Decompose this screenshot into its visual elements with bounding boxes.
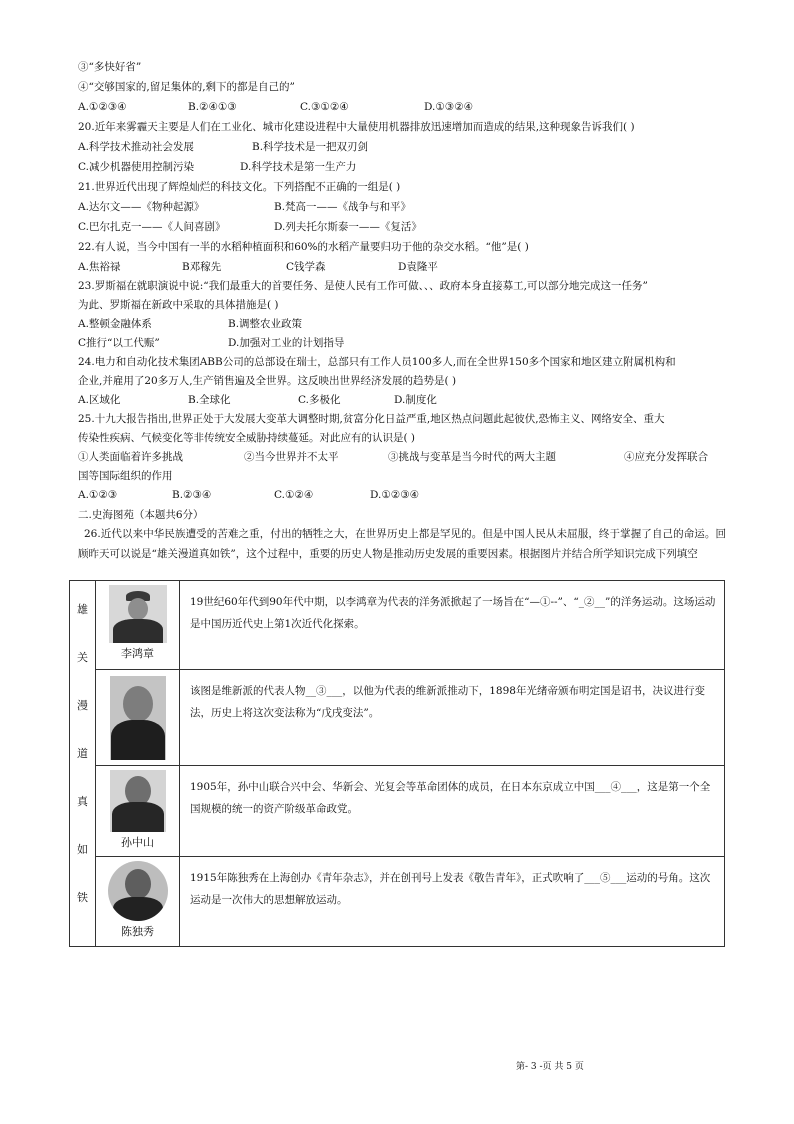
choice-b: B.全球化 [188, 394, 231, 406]
chen-duxiu-photo [108, 861, 168, 921]
choice-c: C.减少机器使用控制污染 [78, 161, 194, 173]
choice-b: B.②③④ [172, 489, 212, 501]
choice-b: B.科学技术是一把双刃剑 [252, 141, 369, 153]
q24-stem-1: 24.电力和自动化技术集团ABB公司的总部设在瑞士，总部只有工作人员100多人,而在全世界150多个国家和地区建立附属机构和 [78, 356, 676, 368]
history-figure-table [69, 580, 725, 947]
choice-d: D.①③②④ [424, 101, 474, 113]
q25-stem-2: 传染性疾病、气候变化等非传统安全威胁持续蔓延。对此应有的认识是( ) [78, 432, 416, 444]
choice-a: A.整顿金融体系 [78, 318, 152, 330]
choice-d: D.列夫托尔斯泰一——《复活》 [274, 221, 422, 233]
portrait-cell [96, 766, 180, 857]
choice-a: A.①②③④ [78, 101, 127, 113]
side-char: 道 [77, 747, 88, 760]
q24-choices [78, 393, 718, 407]
choice-c: C.③①②④ [300, 101, 349, 113]
side-char: 关 [77, 651, 88, 664]
row-text: 19世纪60年代到90年代中期，以李鸿章为代表的洋务派掀起了一场旨在“—①--”、“_②__”的洋务运动。这场运动是中国历近代史上第1次近代化探索。 [180, 581, 725, 670]
side-char: 漫 [77, 699, 88, 712]
choice-c: C推行“以工代赈” [78, 337, 160, 349]
q22-stem: 22.有人说，当今中国有一半的水稻种植面积和60%的水稻产量要归功于他的杂交水稻。“他”是( ) [78, 241, 529, 253]
q23-choices-2 [78, 336, 718, 350]
q25-item-1: ①人类面临着许多挑战 [78, 451, 183, 463]
row-text: 1915年陈独秀在上海创办《青年杂志》，并在创刊号上发表《敬告青年》，正式吹响了___⑤___运动的号角。这次运动是一次伟大的思想解放运动。 [180, 857, 725, 947]
q21-stem: 21.世界近代出现了辉煌灿烂的科技文化。下列搭配不正确的一组是( ) [78, 181, 401, 193]
choice-a: A.区域化 [78, 394, 121, 406]
choice-c: C.巴尔扎克一——《人间喜剧》 [78, 221, 226, 233]
portrait-cell [96, 670, 180, 766]
q23-stem-2: 为此、罗斯福在新政中采取的具体措施是( ) [78, 299, 279, 311]
choice-d: D袁隆平 [398, 261, 438, 273]
q21-choices-1 [78, 200, 718, 214]
choice-a: A.焦裕禄 [78, 261, 121, 273]
choice-a: A.达尔文——《物种起源》 [78, 201, 205, 213]
portrait-caption: 陈独秀 [121, 925, 154, 938]
choice-c: C钱学森 [286, 261, 326, 273]
side-char: 真 [77, 795, 88, 808]
q25-item-4-cont: 国等国际组织的作用 [78, 470, 173, 482]
choice-c: C.多极化 [298, 394, 341, 406]
kang-youwei-photo [110, 676, 166, 760]
choice-d: D.制度化 [394, 394, 437, 406]
q25-items [78, 450, 726, 464]
row-text: 该图是维新派的代表人物__③___，以他为代表的维新派推动下，1898年光绪帝颁布明定国是诏书，决议进行变法，历史上将这次变法称为“戊戌变法”。 [180, 670, 725, 766]
q25-item-3: ③挑战与变革是当今时代的两大主题 [388, 451, 556, 463]
q20-stem: 20.近年来雾霾天主要是人们在工业化、城市化建设进程中大量使用机器排放迅速增加而造成的结果,这种现象告诉我们( ) [78, 121, 635, 133]
portrait-caption: 李鸿章 [121, 647, 154, 660]
page-footer: 第- 3 -页 共 5 页 [516, 1062, 584, 1072]
sun-yat-sen-photo [110, 770, 166, 832]
row-text: 1905年，孙中山联合兴中会、华新会、光复会等革命团体的成员，在日本东京成立中国___④___，这是第一个全国规模的统一的资产阶级革命政党。 [180, 766, 725, 857]
q19-choices [78, 100, 718, 114]
q24-stem-2: 企业,并雇用了20多万人,生产销售遍及全世界。这反映出世界经济发展的趋势是( ) [78, 375, 457, 387]
side-char: 如 [77, 843, 88, 856]
side-char: 雄 [77, 603, 88, 616]
portrait-cell [96, 581, 180, 670]
q23-stem-1: 23.罗斯福在就职演说中说:“我们最重大的首要任务、是使人民有工作可做、、、政府本身直接募工,可以部分地完成这一任务” [78, 280, 648, 292]
q20-choices-2 [78, 160, 718, 174]
q22-choices [78, 260, 718, 274]
portrait-cell [96, 857, 180, 947]
choice-b: B邓稼先 [182, 261, 222, 273]
side-title-column [70, 581, 96, 947]
choice-a: A.科学技术推动社会发展 [78, 141, 194, 153]
side-char: 铁 [77, 891, 88, 904]
choice-b: B.调整农业政策 [228, 318, 303, 330]
q19-item-4: ④“交够国家的,留足集体的,剩下的都是自己的” [78, 81, 295, 93]
q25-stem-1: 25.十九大报告指出,世界正处于大发展大变革大调整时期,贫富分化日益严重,地区热点问题此起彼伏,恐怖主义、网络安全、重大 [78, 413, 665, 425]
q21-choices-2 [78, 220, 718, 234]
q20-choices-1 [78, 140, 718, 154]
q19-item-3: ③“多快好省” [78, 61, 142, 73]
choice-d: D.科学技术是第一生产力 [240, 161, 357, 173]
choice-b: B.梵高一——《战争与和平》 [274, 201, 412, 213]
q25-item-4: ④应充分发挥联合 [624, 451, 708, 463]
section-intro: 26.近代以来中华民族遭受的苦难之重，付出的牺牲之大，在世界历史上都是罕见的。但是中国人民从未屈服，终于掌握了自己的命运。回顾昨天可以说是“雄关漫道真如铁”，这个过程中，重要的历史人物是推动历史发展的重要因素。根据图片并结合所学知识完成下列填空 [78, 528, 726, 560]
li-hongzhang-photo [109, 585, 167, 643]
choice-b: B.②④①③ [188, 101, 237, 113]
q23-choices-1 [78, 317, 718, 331]
q25-choices [78, 488, 718, 502]
choice-d: D.加强对工业的计划指导 [228, 337, 345, 349]
choice-d: D.①②③④ [370, 489, 420, 501]
section-heading: 二.史海图苑（本题共6分） [78, 509, 204, 521]
q25-item-2: ②当今世界并不太平 [244, 451, 339, 463]
choice-c: C.①②④ [274, 489, 314, 501]
portrait-caption: 孙中山 [121, 836, 154, 849]
choice-a: A.①②③ [78, 489, 118, 501]
